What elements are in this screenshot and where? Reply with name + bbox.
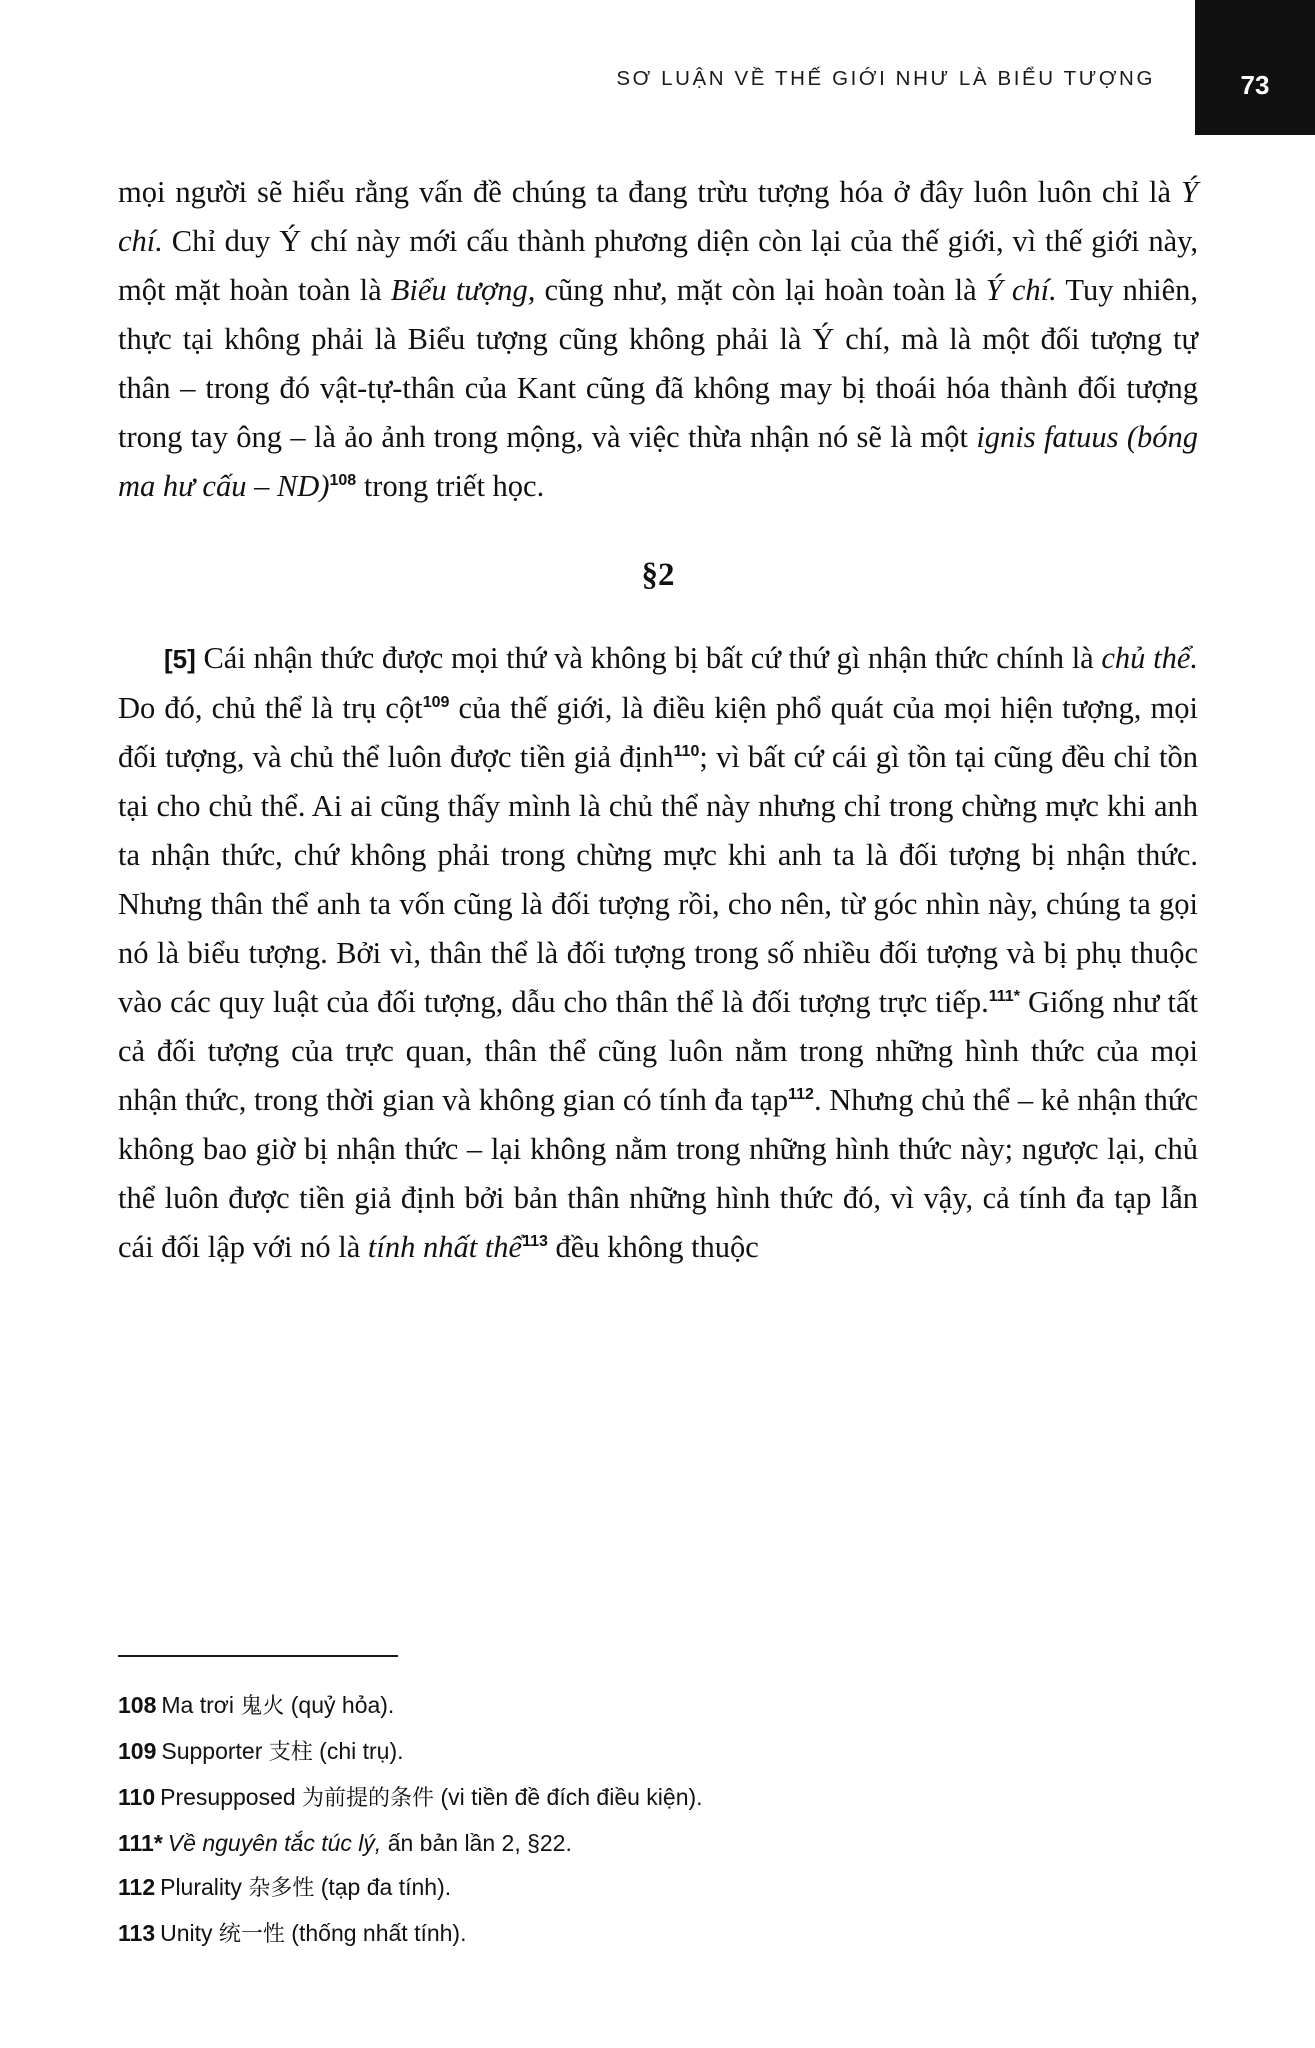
p1-italic-1: Ý chí. xyxy=(118,175,1198,258)
p1-italic-3: Ý chí. xyxy=(985,273,1057,307)
p2-part-5: Giống như tất cả đối tượng của trực quan, thân thể cũng luôn nằm trong những hình thức của mọi nhận thức, trong thời gian và không gian có tính đa tạp xyxy=(118,985,1198,1117)
p2-part-6: . Nhưng chủ thể – kẻ nhận thức không bao giờ bị nhận thức – lại không nằm trong những hình thức này; ngược lại, chủ thể luôn được tiền giả định bởi bản thân những hình thức đó, vì vậy, cả tính đa tạp lẫn cái đối lập với nó là xyxy=(118,1083,1198,1264)
p2-part-2: Do đó, chủ thể là trụ cột xyxy=(118,691,423,725)
footnote-cjk: 为前提的条件 xyxy=(302,1786,435,1811)
page-number: 73 xyxy=(1240,70,1270,100)
footnote-text-after: (quỷ hỏa). xyxy=(284,1692,395,1718)
page-content xyxy=(118,168,1198,1272)
footnote-cjk: 杂多性 xyxy=(248,1876,315,1901)
p1-part-1: mọi người sẽ hiểu rằng vấn đề chúng ta đang trừu tượng hóa ở đây luôn luôn chỉ là xyxy=(118,175,1182,209)
p2-italic-2: tính nhất thể xyxy=(367,1230,523,1264)
footnote-number: 110 xyxy=(118,1784,156,1810)
paragraph-2 xyxy=(118,634,1198,1272)
footnote-number: 109 xyxy=(118,1738,157,1764)
footnote-ref-108: 108 xyxy=(329,471,357,489)
p1-part-3: cũng như, mặt còn lại hoàn toàn là xyxy=(535,273,986,307)
footnote-item xyxy=(118,1729,1198,1775)
footnote-separator-rule xyxy=(118,1655,398,1657)
footnote-cjk: 鬼火 xyxy=(240,1694,285,1719)
footnote-ref-110: 110 xyxy=(673,742,700,760)
footnote-item xyxy=(118,1865,1198,1911)
p2-part-7: đều không thuộc xyxy=(547,1230,759,1264)
p2-part-1: Cái nhận thức được mọi thứ và không bị bất cứ thứ gì nhận thức chính là xyxy=(195,641,1102,675)
footnote-ref-109: 109 xyxy=(422,693,450,711)
p2-part-3: của thế giới, là điều kiện phổ quát của mọi hiện tượng, mọi đối tượng, và chủ thể luôn được tiền giả định xyxy=(118,691,1198,774)
footnote-text-after: (thống nhất tính). xyxy=(284,1920,467,1946)
footnotes-section xyxy=(118,1655,1198,1957)
paragraph-marker: [5] xyxy=(164,644,196,674)
footnote-cjk: 支柱 xyxy=(268,1740,313,1765)
footnote-text-before: Supporter xyxy=(161,1738,269,1764)
footnote-text-before: Ma trơi xyxy=(161,1692,241,1718)
footnote-text-after: (vi tiền đề đích điều kiện). xyxy=(434,1784,703,1810)
footnote-number: 112 xyxy=(118,1874,156,1900)
p2-italic-1: chủ thể. xyxy=(1101,641,1198,675)
p1-part-2: Chỉ duy Ý chí này mới cấu thành phương diện còn lại của thế giới, vì thế giới này, một mặt hoàn toàn là xyxy=(118,224,1198,307)
footnote-number: 108 xyxy=(118,1692,157,1718)
p1-italic-2: Biểu tượng, xyxy=(390,273,536,307)
p2-part-4: ; vì bất cứ cái gì tồn tại cũng đều chỉ tồn tại cho chủ thể. Ai ai cũng thấy mình là chủ thể này nhưng chỉ trong chừng mực khi anh ta nhận thức, chứ không phải trong chừng mực khi anh ta là đối tượng bị nhận thức. Nhưng thân thể anh ta vốn cũng là đối tượng rồi, cho nên, từ góc nhìn này, chúng ta gọi nó là biểu tượng. Bởi vì, thân thể là đối tượng trong số nhiều đối tượng và bị phụ thuộc vào các quy luật của đối tượng, dẫu cho thân thể là đối tượng trực tiếp. xyxy=(118,740,1198,1019)
footnote-italic-title: Về nguyên tắc túc lý, xyxy=(167,1830,382,1856)
footnote-ref-111: 111* xyxy=(988,987,1020,1005)
p1-part-5: trong triết học. xyxy=(356,469,545,503)
footnote-text-before: Plurality xyxy=(160,1874,249,1900)
footnote-cjk: 统一性 xyxy=(218,1922,285,1947)
footnote-item xyxy=(118,1775,1198,1821)
footnote-text-after: (chi trụ). xyxy=(312,1738,404,1764)
paragraph-1 xyxy=(118,168,1198,511)
p1-part-4: Tuy nhiên, thực tại không phải là Biểu tượng cũng không phải là Ý chí, mà là một đối tượng tự thân – trong đó vật-tự-thân của Kant cũng đã không may bị thoái hóa thành đối tượng trong tay ông – là ảo ảnh trong mộng, và việc thừa nhận nó sẽ là một xyxy=(118,273,1198,454)
page-header xyxy=(0,55,1315,115)
footnote-item xyxy=(118,1911,1198,1957)
section-heading: §2 xyxy=(641,557,675,593)
footnote-text-after: (tạp đa tính). xyxy=(314,1874,452,1900)
p1-italic-4: ignis fatuus (bóng ma hư cấu – ND) xyxy=(118,420,1198,503)
footnote-text-before: Unity xyxy=(160,1920,219,1946)
footnote-ref-113: 113 xyxy=(522,1232,548,1250)
footnote-item xyxy=(118,1821,1198,1865)
footnote-text-after: ấn bản lần 2, §22. xyxy=(381,1830,572,1856)
footnote-text-before: Presupposed xyxy=(160,1784,303,1810)
footnote-item xyxy=(118,1683,1198,1729)
footnote-ref-112: 112 xyxy=(788,1085,814,1103)
footnote-number: 113 xyxy=(118,1920,156,1946)
footnote-number: 111* xyxy=(118,1830,163,1856)
running-title: SƠ LUẬN VỀ THẾ GIỚI NHƯ LÀ BIỂU TƯỢNG xyxy=(616,67,1155,90)
